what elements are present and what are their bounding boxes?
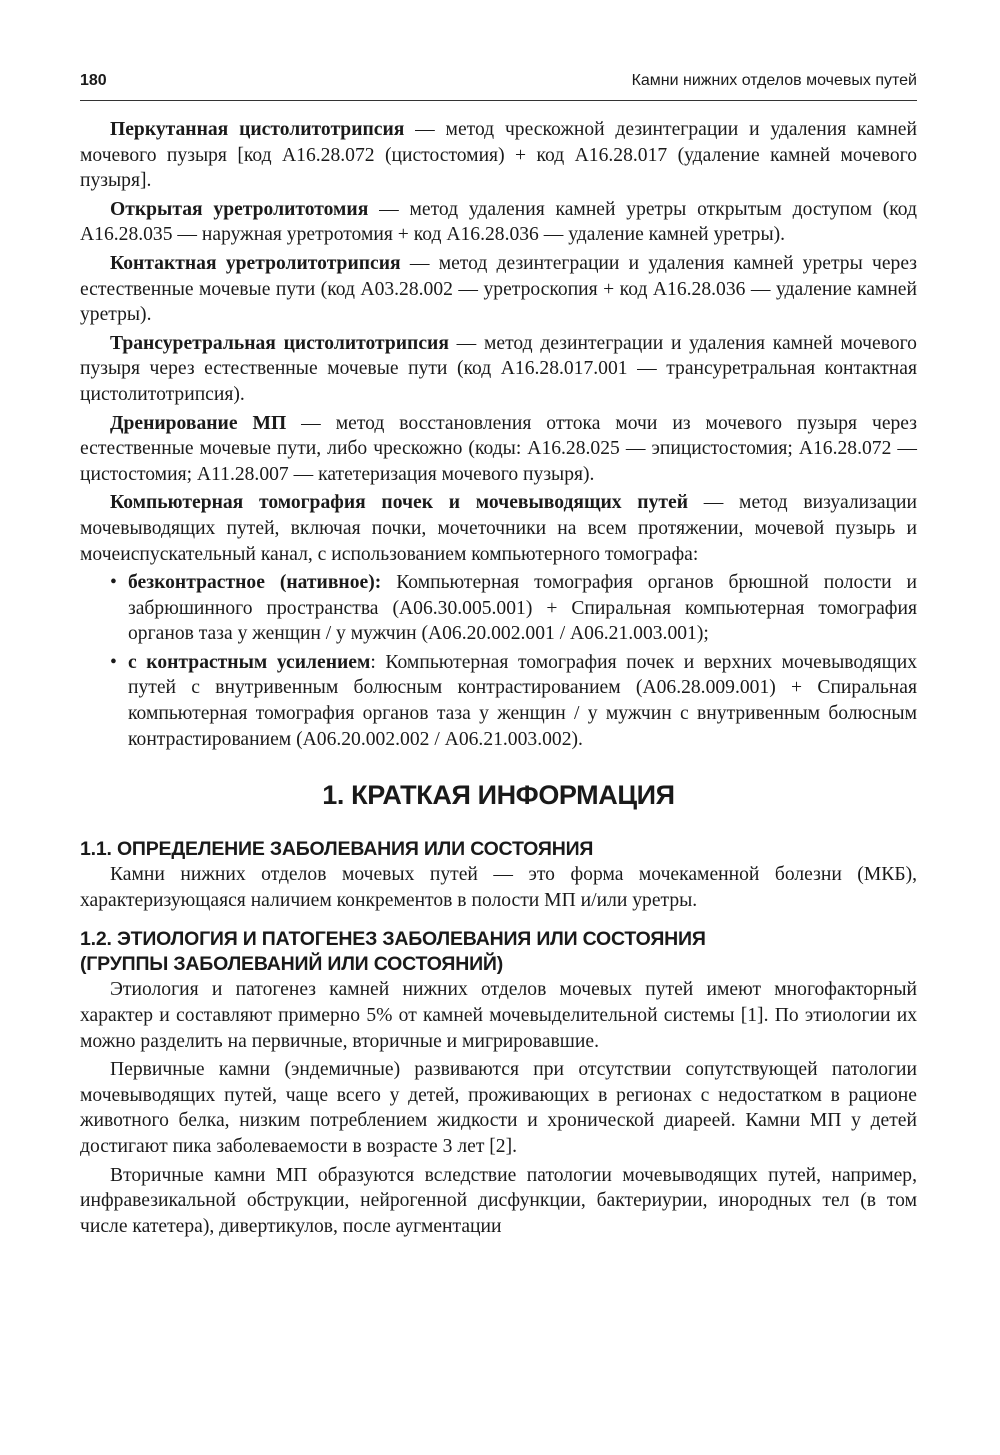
subsection-heading-line: 1.2. ЭТИОЛОГИЯ И ПАТОГЕНЕЗ ЗАБОЛЕВАНИЯ ИЛИ СОСТОЯНИЯ xyxy=(80,928,706,951)
bullet-term: безконтрастное (нативное): xyxy=(128,572,382,594)
list-item xyxy=(128,570,917,647)
body-paragraph: Вторичные камни МП образуются вследствие патологии мочевыводящих путей, например, инфравезикальной обструкции, нейрогенной дисфункции, бактериурии, инородных тел (в том числе катетера), дивертикулов, после аугментации xyxy=(80,1164,917,1237)
definition-paragraph xyxy=(80,117,917,194)
definition-text: — метод дезинтеграции и удаления камней уретры через естественные мочевые пути (код А03.28.002 — уретроскопия + код А16.28.036 — удаление камней уретры). xyxy=(80,252,918,326)
body-paragraph: Этиология и патогенез камней нижних отделов мочевых путей имеют многофакторный характер и составляют примерно 5% от камней мочевыделительной системы [1]. По этиологии их можно разделить на первичные, вторичные и мигрировавшие. xyxy=(80,979,917,1052)
definition-text: — метод визуализации мочевыводящих путей, включая почки, мочеточники на всем протяжении, мочевой пузырь и мочеиспускательный канал, с использованием компьютерного томографа: xyxy=(80,492,917,565)
body-paragraph: Камни нижних отделов мочевых путей — это форма мочекаменной болезни (МКБ), характеризующаяся наличием конкрементов в полости МП и/или уретры. xyxy=(80,864,917,911)
definition-paragraph xyxy=(80,197,917,248)
section-heading-1: 1. КРАТКАЯ ИНФОРМАЦИЯ xyxy=(322,780,675,811)
page-number: 180 xyxy=(80,72,107,89)
page-body xyxy=(80,117,917,1242)
bullet-text: : Компьютерная томография почек и верхних мочевыводящих путей с внутривенным болюсным контрастированием (А06.28.009.001) + Спиральная компьютерная томография органов таза у женщин / у мужчин с внутривенным болюсным контрастированием (А06.20.002.002 / А06.21.003.002). xyxy=(128,651,917,750)
running-header xyxy=(80,68,917,101)
definition-text: — метод удаления камней уретры открытым доступом (код А16.28.035 — наружная уретротомия + код А16.28.036 — удаление камней уретры). xyxy=(80,198,917,246)
definition-text: — метод восстановления оттока мочи из мочевого пузыря через естественные мочевые пути, либо чрескожно (коды: А16.28.025 — эпицистостомия; А16.28.072 — цистостомия; А11.28.007 — катетеризация мочевого пузыря). xyxy=(80,412,917,485)
definition-paragraph xyxy=(80,490,917,567)
definition-text: — метод чрескожной дезинтеграции и удаления камней мочевого пузыря [код А16.28.072 (цистостомия) + код А16.28.017 (удаление камней мочевого пузыря]. xyxy=(80,119,917,192)
body-paragraph: Первичные камни (эндемичные) развиваются при отсутствии сопутствующей патологии мочевыводящих путей, чаще всего у детей, проживающих в регионах с недостатком в рационе животного белка, низким потреблением жидкости и хронической диареей. Камни МП у детей достигают пика заболеваемости в возрасте 3 лет [2]. xyxy=(80,1059,917,1157)
subsection-heading-1-2 xyxy=(80,927,917,977)
definition-text: — метод дезинтеграции и удаления камней мочевого пузыря через естественные мочевые пути (код А16.28.017.001 — трансуретральная контактная цистолитотрипсия). xyxy=(80,332,917,405)
definition-term: Трансуретральная цистолитотрипсия xyxy=(110,332,449,354)
running-title: Камни нижних отделов мочевых путей xyxy=(631,72,917,89)
definition-term: Дренирование МП xyxy=(110,412,287,434)
definition-paragraph xyxy=(80,251,917,328)
list-item xyxy=(128,650,917,752)
ct-bullet-list xyxy=(80,570,917,752)
definition-paragraph xyxy=(80,411,917,488)
subsection-heading-line: (ГРУППЫ ЗАБОЛЕВАНИЙ ИЛИ СОСТОЯНИЙ) xyxy=(80,953,504,976)
definition-term: Контактная уретролитотрипсия xyxy=(110,252,401,274)
bullet-term: с контрастным усилением xyxy=(128,651,371,673)
subsection-heading-1-1: 1.1. ОПРЕДЕЛЕНИЕ ЗАБОЛЕВАНИЯ ИЛИ СОСТОЯНИЯ xyxy=(80,838,594,861)
definition-term: Компьютерная томография почек и мочевыводящих путей xyxy=(110,492,689,514)
bullet-text: Компьютерная томография органов брюшной полости и забрюшинного пространства (А06.30.005.001) + Спиральная компьютерная томография органов таза у женщин / у мужчин (А06.20.002.001 / А06.21.003.001); xyxy=(128,572,917,645)
definition-term: Перкутанная цистолитотрипсия xyxy=(110,119,405,140)
definition-paragraph xyxy=(80,331,917,408)
definition-term: Открытая уретролитотомия xyxy=(110,198,369,220)
